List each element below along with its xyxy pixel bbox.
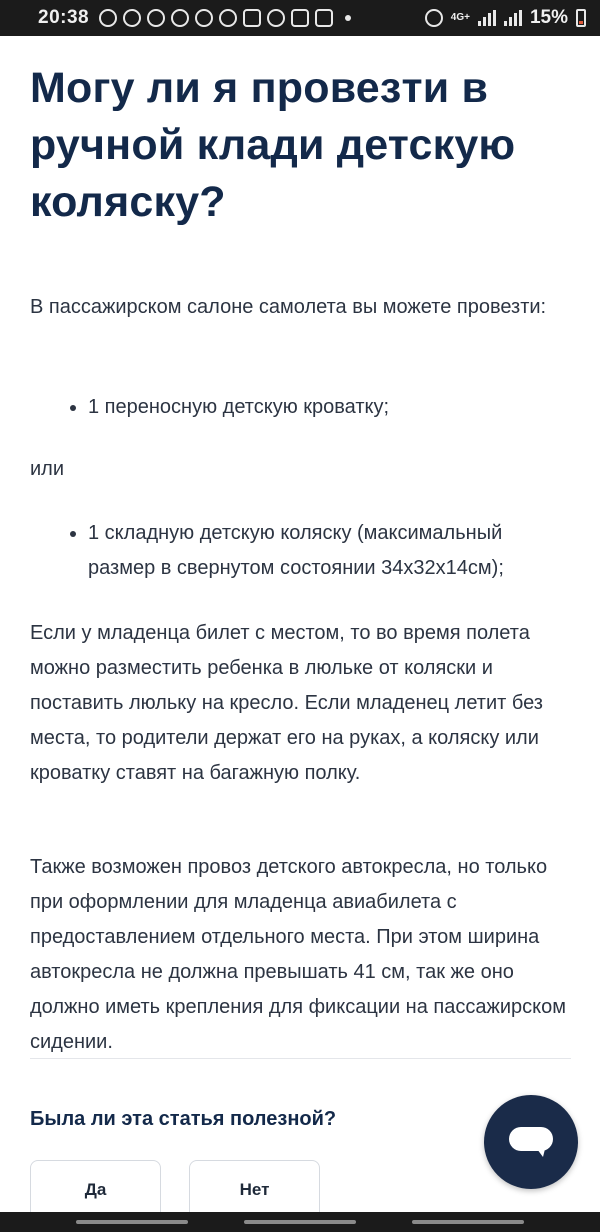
article (30, 60, 570, 1199)
snapchat-icon (219, 9, 237, 27)
or-separator: или (30, 458, 65, 480)
facebook-icon (147, 9, 165, 27)
divider (30, 1058, 571, 1059)
globe-icon (267, 9, 285, 27)
nav-handle[interactable] (412, 1220, 524, 1224)
sync-icon (123, 9, 141, 27)
list-item: 1 переносную детскую кроватку; (68, 390, 568, 425)
article-paragraph-infant-seat: Если у младенца билет с местом, то во время полета можно разместить ребенка в люльке от коляски и поставить люльку на кресло. Если младенец летит без места, то родители держат его на руках, а коляску или кроватку ставят на багажную полку. (30, 622, 543, 784)
status-time: 20:38 (38, 7, 90, 28)
chat-bubble-icon (507, 1125, 555, 1159)
chat-button[interactable] (484, 1095, 578, 1189)
system-nav-bar (0, 1212, 600, 1232)
battery-percent: 15% (529, 7, 568, 28)
signal-icon (478, 10, 496, 26)
network-type: 4G+ (450, 12, 470, 23)
signal-icon-2 (504, 10, 522, 26)
feedback-yes-button[interactable]: Да (30, 1160, 161, 1220)
article-title: Могу ли я провезти в ручной клади детскую коляску? (30, 64, 516, 226)
more-notifications-dot-icon (345, 15, 351, 21)
chat-notification-icon (315, 9, 333, 27)
notification-icons (99, 9, 359, 27)
list-item: 1 складную детскую коляску (максимальный размер в свернутом состоянии 34х32х14см); (68, 516, 568, 586)
article-intro: В пассажирском салоне самолета вы можете провезти: (30, 296, 547, 318)
nav-handle[interactable] (244, 1220, 356, 1224)
threads-icon (195, 9, 213, 27)
tiktok-icon (99, 9, 117, 27)
facebook-icon-2 (171, 9, 189, 27)
article-paragraph-car-seat: Также возможен провоз детского автокресла, но только при оформлении для младенца авиабилета с предоставлением отдельного места. При этом ширина автокресла не должна превышать 41 см, так же оно должно иметь крепления для фиксации на пассажирском сидении. (30, 856, 566, 1053)
feedback-question: Была ли эта статья полезной? (30, 1108, 337, 1130)
instagram-icon (243, 9, 261, 27)
battery-icon (576, 9, 586, 27)
mail-icon (291, 9, 309, 27)
status-bar (0, 0, 600, 36)
feedback-no-button[interactable]: Нет (189, 1160, 320, 1220)
list-cribs (68, 390, 568, 425)
alarm-icon (425, 9, 443, 27)
list-strollers (68, 516, 568, 586)
nav-handle[interactable] (76, 1220, 188, 1224)
